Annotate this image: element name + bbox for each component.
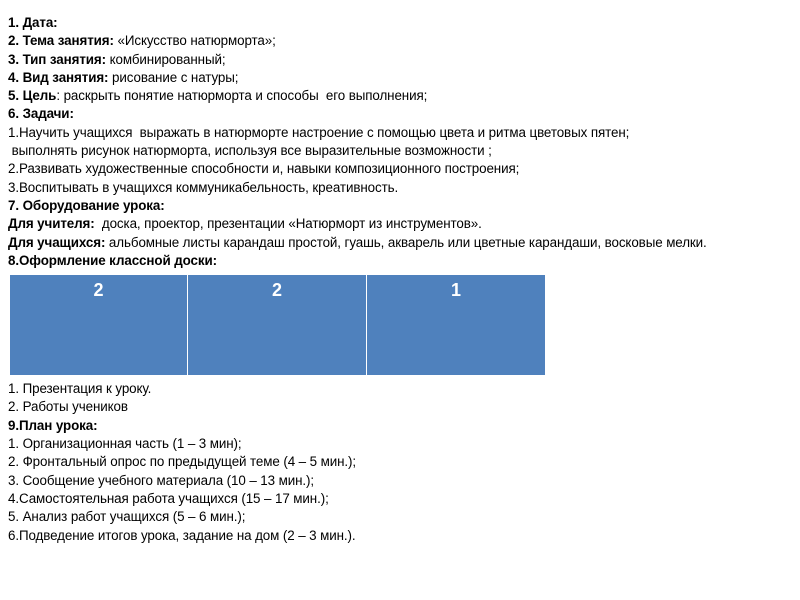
topic-label: 2. Тема занятия: — [8, 33, 114, 49]
kind-label: 4. Вид занятия: — [8, 69, 109, 85]
board-note: 1. Презентация к уроку. — [8, 381, 152, 397]
board-note: 2. Работы учеников — [8, 399, 128, 415]
type-line — [8, 51, 792, 69]
date-line — [8, 14, 792, 32]
teacher-label: Для учителя: — [8, 216, 95, 232]
plan-item: 4.Самостоятельная работа учащихся (15 – 17 мин.); — [8, 490, 329, 506]
board-cell: 1 — [451, 280, 461, 301]
students-label: Для учащихся: — [8, 234, 106, 250]
board-heading: 8.Оформление классной доски: — [8, 252, 217, 268]
topic-line — [8, 32, 792, 50]
plan-item: 6.Подведение итогов урока, задание на дом (2 – 3 мин.). — [8, 527, 356, 543]
students-value: альбомные листы карандаш простой, гуашь, акварель или цветные карандаши, восковые мелки. — [105, 234, 707, 250]
board-cell: 2 — [188, 275, 367, 375]
plan-item: 3. Сообщение учебного материала (10 – 13 мин.); — [8, 472, 314, 488]
teacher-equipment-line — [8, 215, 792, 233]
board-cell: 2 — [10, 275, 188, 375]
type-value: комбинированный; — [106, 51, 226, 67]
goal-label: 5. Цель — [8, 88, 57, 104]
teacher-value: доска, проектор, презентации «Натюрморт из инструментов». — [94, 216, 482, 232]
tasks-heading: 6. Задачи: — [8, 106, 74, 122]
topic-value: «Искусство натюрморта»; — [113, 33, 276, 49]
task-item: 2.Развивать художественные способности и, навыки композиционного построения; — [8, 161, 520, 177]
goal-value: : раскрыть понятие натюрморта и способы его выполнения; — [56, 88, 428, 104]
plan-item: 2. Фронтальный опрос по предыдущей теме (4 – 5 мин.); — [8, 454, 356, 470]
task-item: выполнять рисунок натюрморта, используя все выразительные возможности ; — [8, 143, 492, 159]
plan-item: 5. Анализ работ учащихся (5 – 6 мин.); — [8, 509, 246, 525]
kind-line — [8, 69, 792, 87]
students-equipment-line — [8, 234, 792, 252]
lesson-plan-document — [8, 14, 792, 545]
date-label: 1. Дата: — [8, 15, 58, 30]
task-item: 3.Воспитывать в учащихся коммуникабельность, креативность. — [8, 179, 399, 195]
plan-item: 1. Организационная часть (1 – 3 мин); — [8, 436, 242, 452]
board-layout-table — [9, 274, 546, 376]
equipment-heading: 7. Оборудование урока: — [8, 197, 165, 213]
kind-value: рисование с натуры; — [108, 69, 239, 85]
plan-heading: 9.План урока: — [8, 417, 98, 433]
type-label: 3. Тип занятия: — [8, 51, 106, 67]
task-item: 1.Научить учащихся выражать в натюрморте настроение с помощью цвета и ритма цветовых пятен; — [8, 124, 630, 140]
goal-line — [8, 87, 792, 105]
